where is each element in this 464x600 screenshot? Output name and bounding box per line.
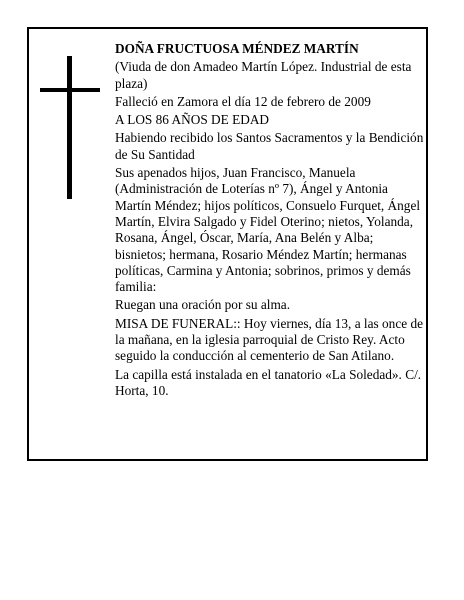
sacraments-line: Habiendo recibido los Santos Sacramentos y la Bendición de Su Santidad [115, 130, 424, 162]
cross-vertical-bar [67, 56, 72, 199]
death-line: Falleció en Zamora el día 12 de febrero de 2009 [115, 93, 371, 109]
widow-line: (Viuda de don Amadeo Martín López. Industrial de esta plaza) [115, 59, 412, 91]
prayer-line: Ruegan una oración por su alma. [115, 297, 291, 313]
latin-cross-icon [40, 56, 100, 199]
notice-text [115, 41, 425, 401]
deceased-name: DOÑA FRUCTUOSA MÉNDEZ MARTÍN [115, 41, 359, 56]
family-line: Sus apenados hijos, Juan Francisco, Manuela (Administración de Loterías nº 7), Ángel y Antonia Martín Méndez; hijos políticos, Consuelo Furquet, Ángel Martín, Elvira Salgado y Fidel Oterino; nietos, Yolanda, Rosana, Ángel, Óscar, María, Ana Belén y Alba; bisnietos; hermana, Rosario Méndez Martín; hermanas políticas, Carmina y Antonia; sobrinos, primos y demás familia: [115, 165, 421, 295]
chapel-line: La capilla está instalada en el tanatorio «La Soledad». C/. Horta, 10. [115, 366, 422, 398]
cross-horizontal-bar [40, 88, 100, 92]
funeral-line: MISA DE FUNERAL:: Hoy viernes, día 13, a las once de la mañana, en la iglesia parroquial de Cristo Rey. Acto seguido la conducción al cementerio de San Atilano. [115, 315, 423, 364]
age-line: A LOS 86 AÑOS DE EDAD [115, 112, 270, 128]
obituary-notice [27, 27, 428, 461]
